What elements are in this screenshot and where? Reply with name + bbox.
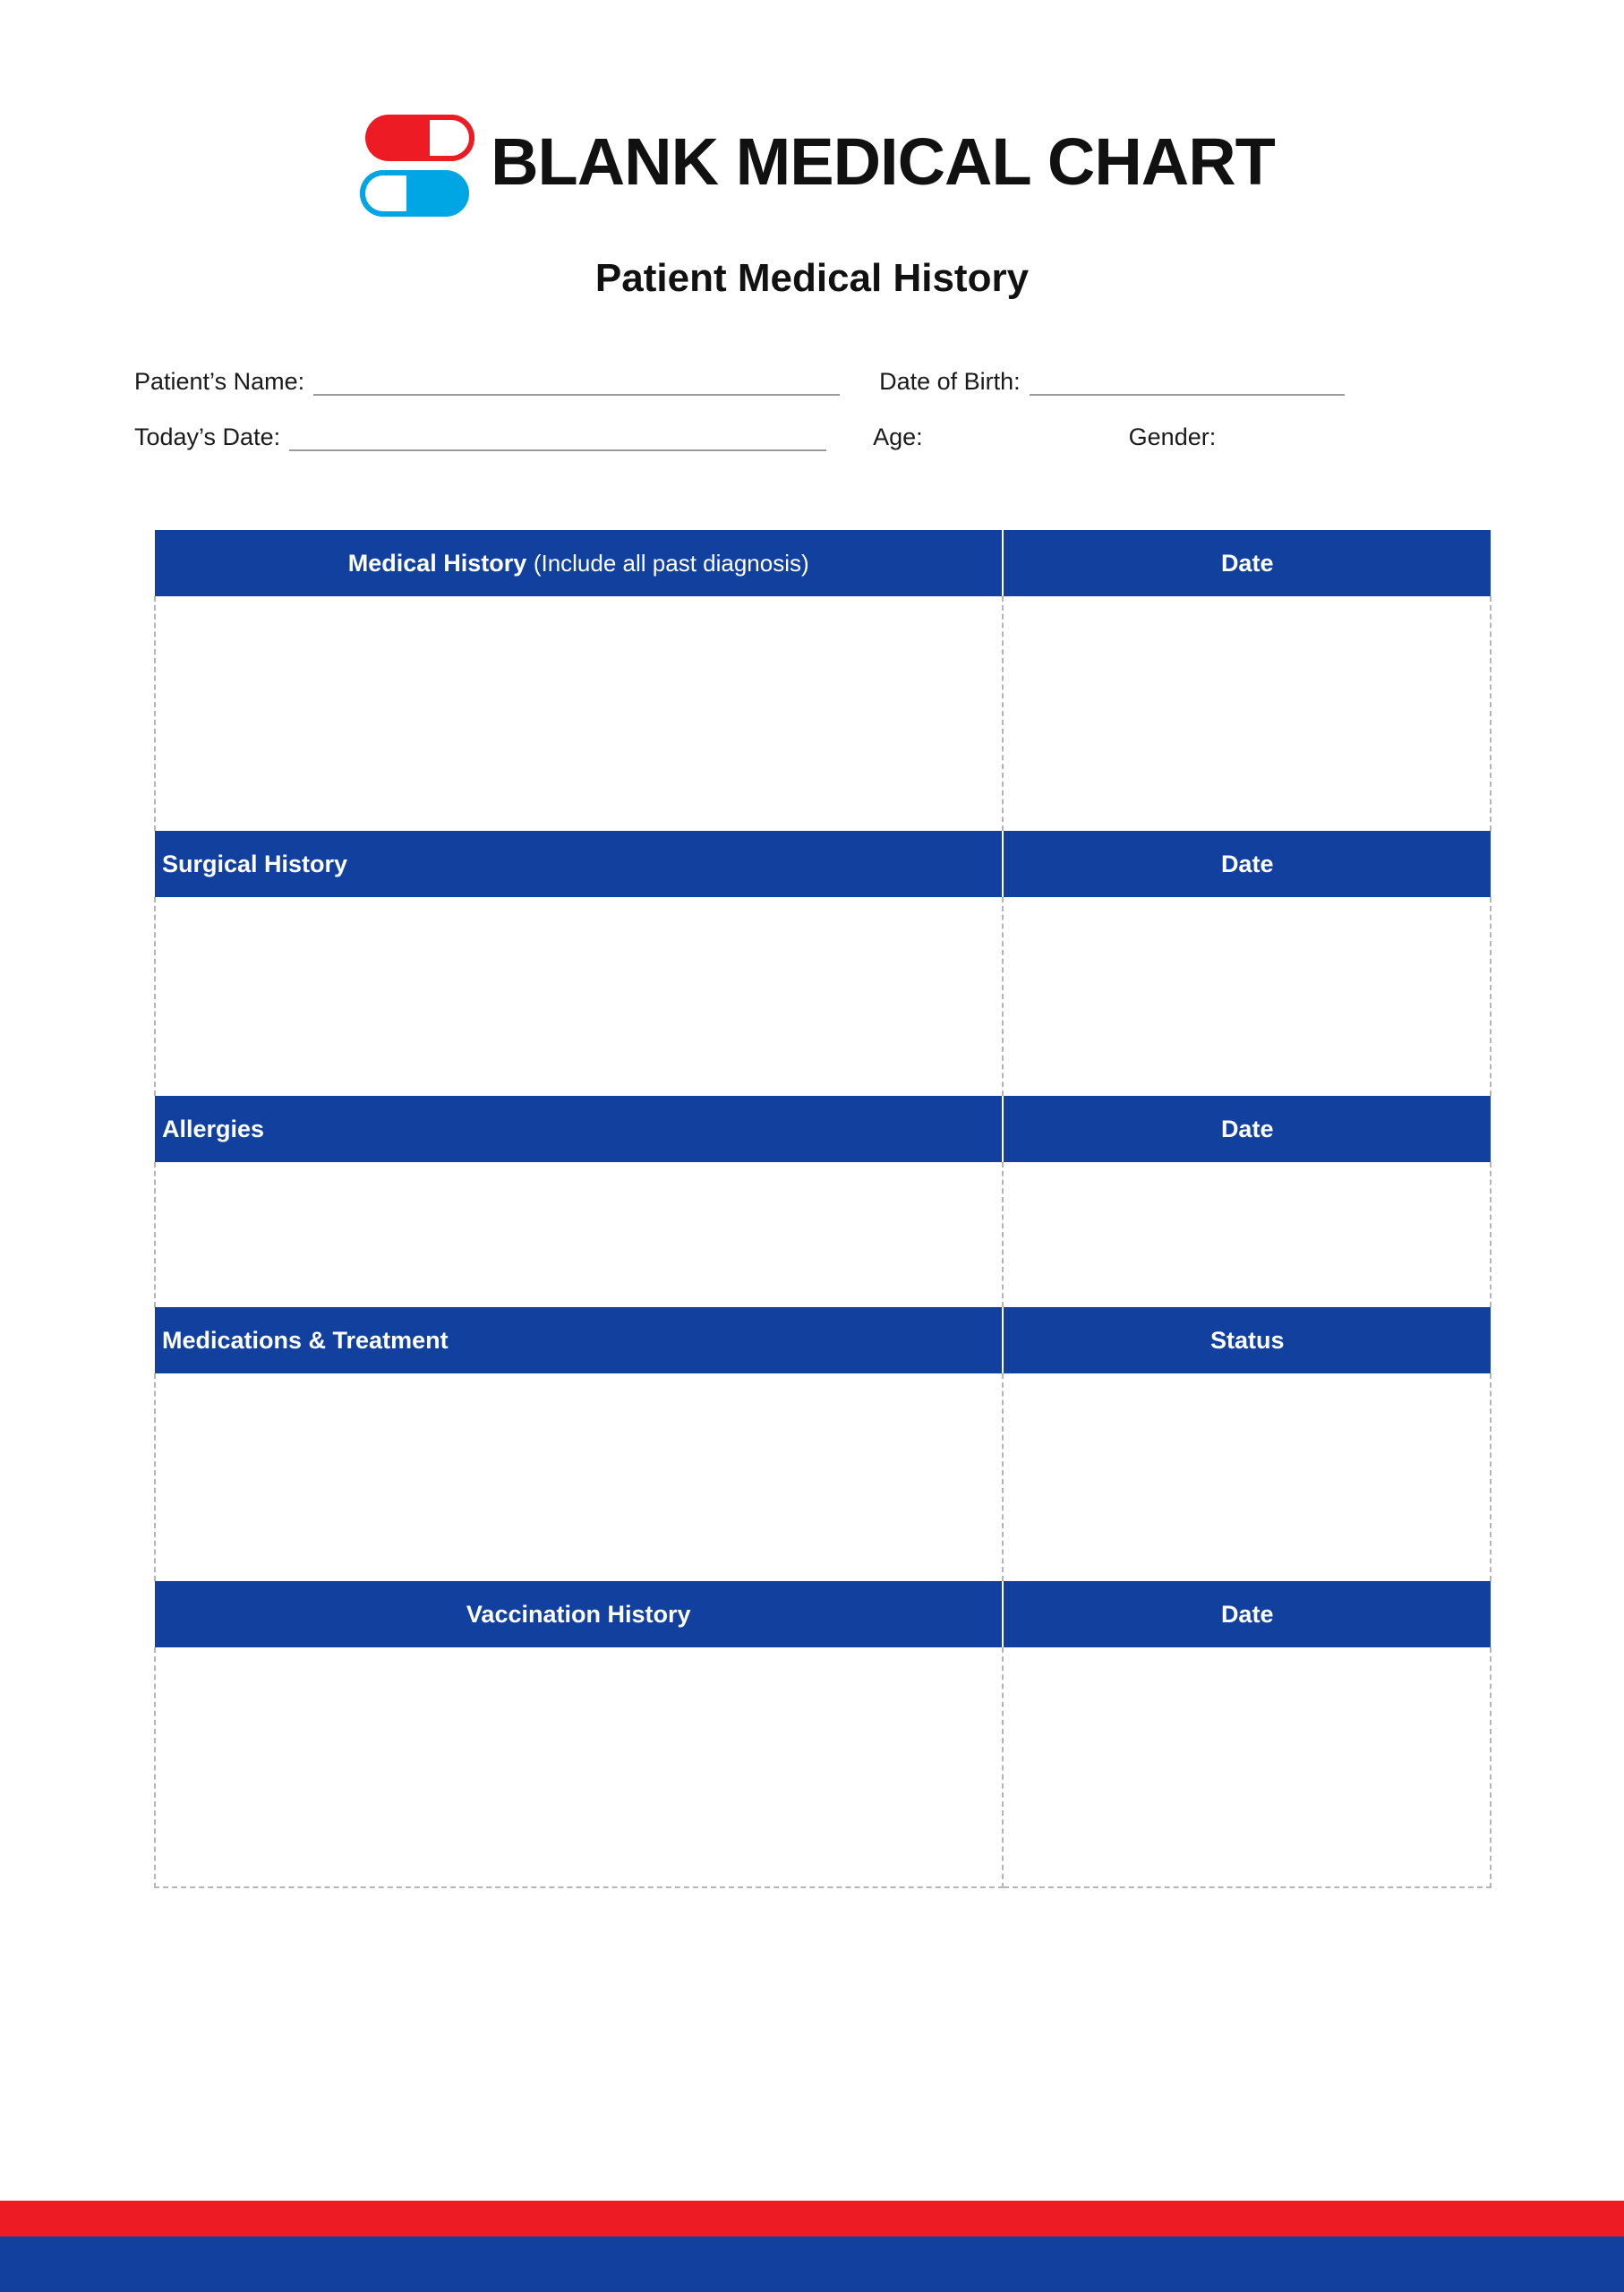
section-title-note: (Include all past diagnosis): [533, 550, 809, 577]
date-of-birth-input[interactable]: [1030, 367, 1345, 396]
table-row: [155, 530, 1491, 596]
table-row: [155, 1162, 1491, 1307]
patient-info-row-1: [134, 367, 1492, 396]
todays-date-label: Today’s Date:: [134, 423, 281, 450]
table-row: [155, 897, 1491, 1096]
age-label: Age:: [873, 423, 923, 450]
vaccination-date-field[interactable]: [1003, 1647, 1491, 1887]
medical-history-entry-field[interactable]: [155, 596, 1003, 831]
document-footer: [0, 2201, 1624, 2292]
section-header-medications-status: Status: [1003, 1307, 1491, 1373]
medical-history-table: [154, 530, 1492, 1888]
patient-name-label: Patient’s Name:: [134, 368, 305, 395]
table-row: [155, 1307, 1491, 1373]
document-header: [0, 0, 1624, 215]
medications-status-field[interactable]: [1003, 1373, 1491, 1581]
capsule-pills-icon: [349, 109, 464, 215]
table-row: [155, 1581, 1491, 1647]
patient-name-input[interactable]: [313, 367, 840, 396]
vaccination-entry-field[interactable]: [155, 1647, 1003, 1887]
table-row: [155, 1096, 1491, 1162]
table-row: [155, 596, 1491, 831]
section-header-medications-treatment: Medications & Treatment: [155, 1307, 1003, 1373]
medications-entry-field[interactable]: [155, 1373, 1003, 1581]
footer-red-bar: [0, 2201, 1624, 2236]
surgical-history-date-field[interactable]: [1003, 897, 1491, 1096]
section-header-surgical-history-date: Date: [1003, 831, 1491, 897]
table-row: [155, 1373, 1491, 1581]
footer-blue-bar: [0, 2236, 1624, 2292]
section-title: Medical History: [347, 550, 527, 577]
gender-label: Gender:: [1128, 423, 1217, 450]
section-header-allergies: Allergies: [155, 1096, 1003, 1162]
section-header-surgical-history: Surgical History: [155, 831, 1003, 897]
todays-date-input[interactable]: [289, 423, 826, 451]
table-row: [155, 1647, 1491, 1887]
table-row: [155, 831, 1491, 897]
allergies-date-field[interactable]: [1003, 1162, 1491, 1307]
medical-history-date-field[interactable]: [1003, 596, 1491, 831]
allergies-entry-field[interactable]: [155, 1162, 1003, 1307]
patient-info-row-2: [134, 423, 1492, 451]
section-header-vaccination-date: Date: [1003, 1581, 1491, 1647]
date-of-birth-label: Date of Birth:: [879, 368, 1021, 395]
section-header-allergies-date: Date: [1003, 1096, 1491, 1162]
section-header-medical-history-date: Date: [1003, 530, 1491, 596]
section-header-medical-history: [155, 530, 1003, 596]
section-header-vaccination-history: Vaccination History: [155, 1581, 1003, 1647]
page-title: BLANK MEDICAL CHART: [491, 124, 1275, 199]
patient-info-block: [0, 367, 1624, 451]
page-subtitle: Patient Medical History: [594, 256, 1030, 300]
surgical-history-entry-field[interactable]: [155, 897, 1003, 1096]
